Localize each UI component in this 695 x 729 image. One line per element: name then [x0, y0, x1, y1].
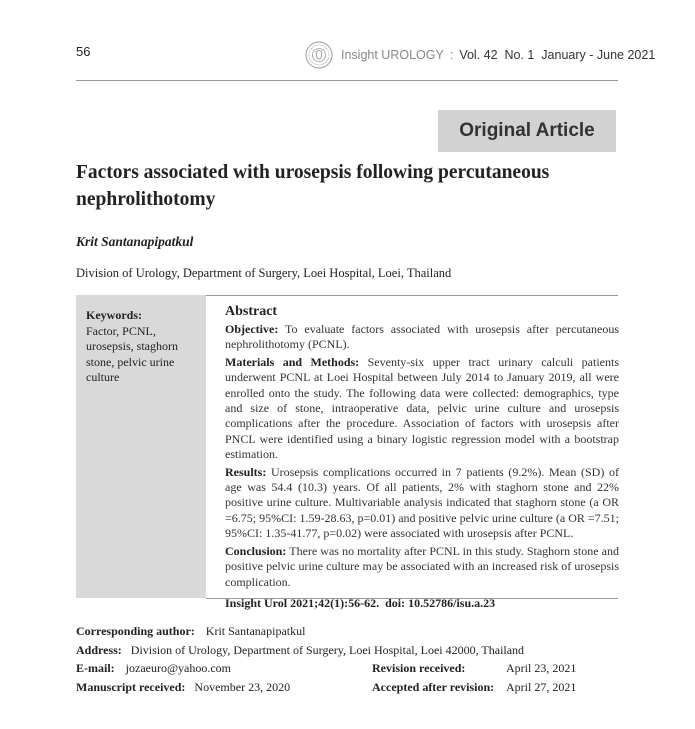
- methods-text: Seventy-six upper tract urinary calculi patients underwent PCNL at Loei Hospital between July 2014 to January 2019, all were enrolled onto the study. The following data were collected: demographics, type and size of stone, intraoperative data, pelvic urine culture and urosepsis complications after the procedure. Association of factors with urosepsis after PNCL were identified using a binary logistic regression model with a bootstrap estimation.: [225, 354, 619, 462]
- author-name: Krit Santanapipatkul: [76, 234, 194, 249]
- journal-seal-icon: [305, 41, 333, 69]
- results-text: Urosepsis complications occurred in 7 patients (9.2%). Mean (SD) of age was 54.4 (10.3) years. Of all patients, 2% with staghorn stone and 22% positive urine culture. Multivariable analysis indicated that staghorn stone (a OR =6.75; 95%CI: 1.59-28.63, p=0.01) and positive pelvic urine culture (a OR =7.51; 95%CI: 1.35-41.77, p=0.02) were associated with urosepsis after PCNL.: [225, 464, 619, 541]
- email-row: [76, 659, 616, 678]
- address-label: Address:: [76, 642, 122, 657]
- journal-header: [305, 38, 655, 72]
- conclusion-text: There was no mortality after PCNL in this study. Staghorn stone and positive pelvic urine culture may be associated with an increased risk of urosepsis complication.: [225, 543, 619, 589]
- email-value[interactable]: jozaeuro@yahoo.com: [125, 661, 232, 675]
- email-label: E-mail:: [76, 661, 115, 675]
- revision-value: April 23, 2021: [506, 661, 577, 675]
- journal-name: Insight UROLOGY: [341, 48, 444, 62]
- journal-volume: Vol. 42 No. 1 January - June 2021: [459, 48, 656, 62]
- accepted-value: April 27, 2021: [506, 679, 577, 694]
- address-row: [76, 641, 616, 660]
- objective-text: To evaluate factors associated with urosepsis after percutaneous nephrolithotomy (PCNL).: [225, 322, 619, 352]
- manuscript-label: Manuscript received:: [76, 679, 186, 694]
- article-title: Factors associated with urosepsis following percutaneous nephrolithotomy: [76, 162, 550, 210]
- conclusion-label: Conclusion:: [225, 543, 287, 558]
- revision-label: Revision received:: [372, 661, 466, 675]
- manuscript-row: [76, 678, 616, 697]
- journal-separator: :: [449, 48, 454, 62]
- header-divider: [76, 80, 618, 81]
- results-label: Results:: [225, 464, 267, 479]
- keywords-text: Factor, PCNL, urosepsis, staghorn stone, pelvic urine culture: [86, 324, 178, 384]
- abstract-conclusion: [225, 544, 619, 590]
- page-number: 56: [76, 44, 91, 59]
- abstract-objective: [225, 322, 619, 353]
- correspondence-block: [76, 622, 616, 696]
- address-value: Division of Urology, Department of Surgery, Loei Hospital, Loei 42000, Thailand: [130, 642, 525, 657]
- objective-label: Objective:: [225, 322, 279, 336]
- methods-label: Materials and Methods:: [225, 354, 360, 369]
- manuscript-value: November 23, 2020: [194, 679, 291, 694]
- corresponding-value: Krit Santanapipatkul: [205, 624, 306, 638]
- abstract-heading: Abstract: [225, 304, 278, 319]
- keywords-label: Keywords:: [86, 308, 142, 322]
- corresponding-label: Corresponding author:: [76, 624, 195, 638]
- abstract-top-divider: [206, 295, 618, 296]
- article-type-badge: Original Article: [438, 110, 616, 152]
- abstract-body: [225, 322, 619, 613]
- author-affiliation: Division of Urology, Department of Surgery, Loei Hospital, Loei, Thailand: [76, 266, 452, 280]
- abstract-methods: [225, 355, 619, 463]
- accepted-label: Accepted after revision:: [372, 679, 495, 694]
- citation-line: Insight Urol 2021;42(1):56-62. doi: 10.52786/isu.a.23: [225, 595, 496, 610]
- corresponding-row: [76, 622, 616, 641]
- abstract-results: [225, 465, 619, 542]
